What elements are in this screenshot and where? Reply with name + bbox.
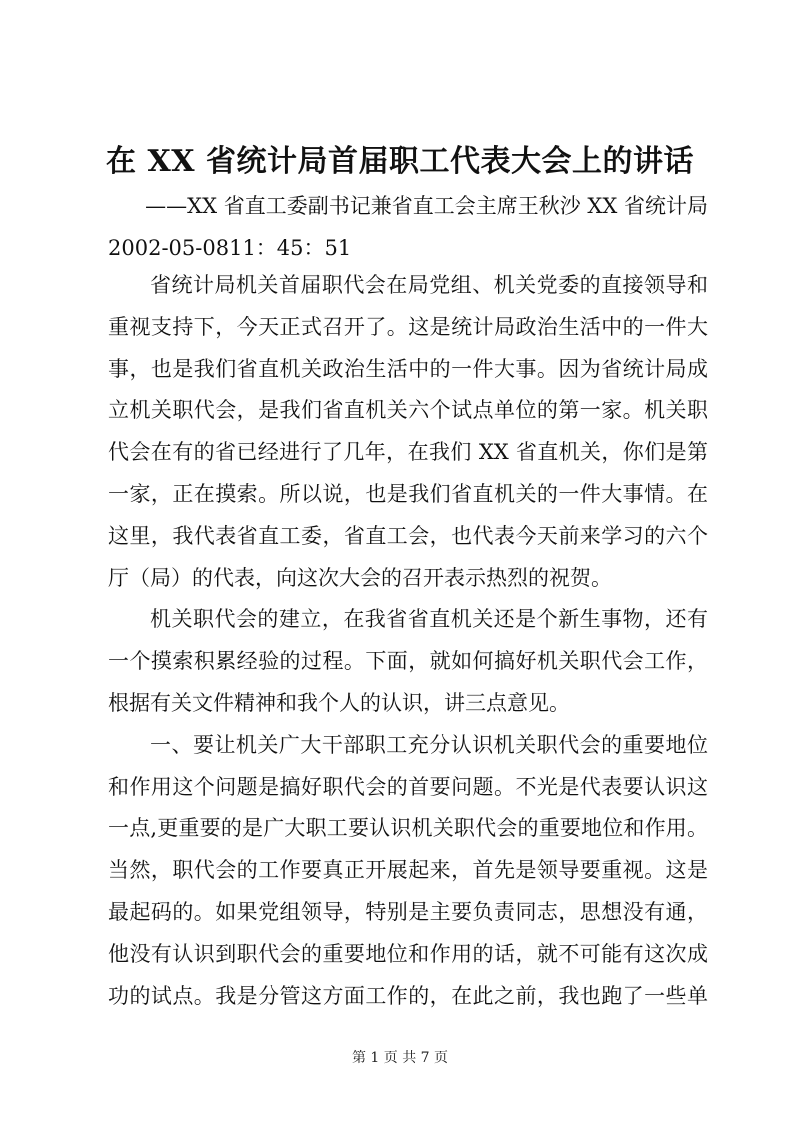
paragraph-line: 他没有认识到职代会的重要地位和作用的话，就不可能有这次成 bbox=[108, 941, 708, 966]
paragraph-line: 机关职代会的建立，在我省省直机关还是个新生事物，还有 bbox=[150, 607, 708, 632]
document-subtitle: ——XX 省直工委副书记兼省直工会主席王秋沙 XX 省统计局 bbox=[145, 194, 708, 218]
paragraph-line: 事，也是我们省直机关政治生活中的一件大事。因为省统计局成 bbox=[108, 356, 708, 381]
paragraph-line: 当然，职代会的工作要真正开展起来，首先是领导要重视。这是 bbox=[108, 858, 708, 883]
document-title: 在 XX 省统计局首届职工代表大会上的讲话 bbox=[106, 144, 694, 179]
paragraph-line: 这里，我代表省直工委，省直工会，也代表今天前来学习的六个 bbox=[108, 523, 708, 548]
paragraph-line: 功的试点。我是分管这方面工作的，在此之前，我也跑了一些单 bbox=[108, 983, 708, 1008]
paragraph-line: 和作用这个问题是搞好职代会的首要问题。不光是代表要认识这 bbox=[108, 774, 708, 799]
paragraph-line: 重视支持下，今天正式召开了。这是统计局政治生活中的一件大 bbox=[108, 314, 708, 339]
paragraph-line: 一个摸索积累经验的过程。下面，就如何搞好机关职代会工作， bbox=[108, 649, 708, 674]
paragraph-line: 厅（局）的代表，向这次大会的召开表示热烈的祝贺。 bbox=[108, 565, 612, 590]
paragraph-line: 代会在有的省已经进行了几年，在我们 XX 省直机关，你们是第 bbox=[108, 440, 708, 465]
paragraph-line: 一点,更重要的是广大职工要认识机关职代会的重要地位和作用。 bbox=[108, 816, 708, 841]
paragraph-line: 最起码的。如果党组领导，特别是主要负责同志，思想没有通， bbox=[108, 899, 708, 924]
document-datetime: 2002-05-0811：45：51 bbox=[108, 236, 352, 260]
paragraph-line: 根据有关文件精神和我个人的认识，讲三点意见。 bbox=[108, 690, 570, 715]
paragraph-line: 一家，正在摸索。所以说，也是我们省直机关的一件大事情。在 bbox=[108, 481, 708, 506]
paragraph-line: 一、要让机关广大干部职工充分认识机关职代会的重要地位 bbox=[150, 732, 708, 757]
document-body bbox=[108, 265, 708, 1017]
paragraph-line: 省统计局机关首届职代会在局党组、机关党委的直接领导和 bbox=[150, 273, 708, 297]
page-footer: 第 1 页 共 7 页 bbox=[351, 1050, 449, 1066]
paragraph-line: 立机关职代会，是我们省直机关六个试点单位的第一家。机关职 bbox=[108, 398, 708, 423]
